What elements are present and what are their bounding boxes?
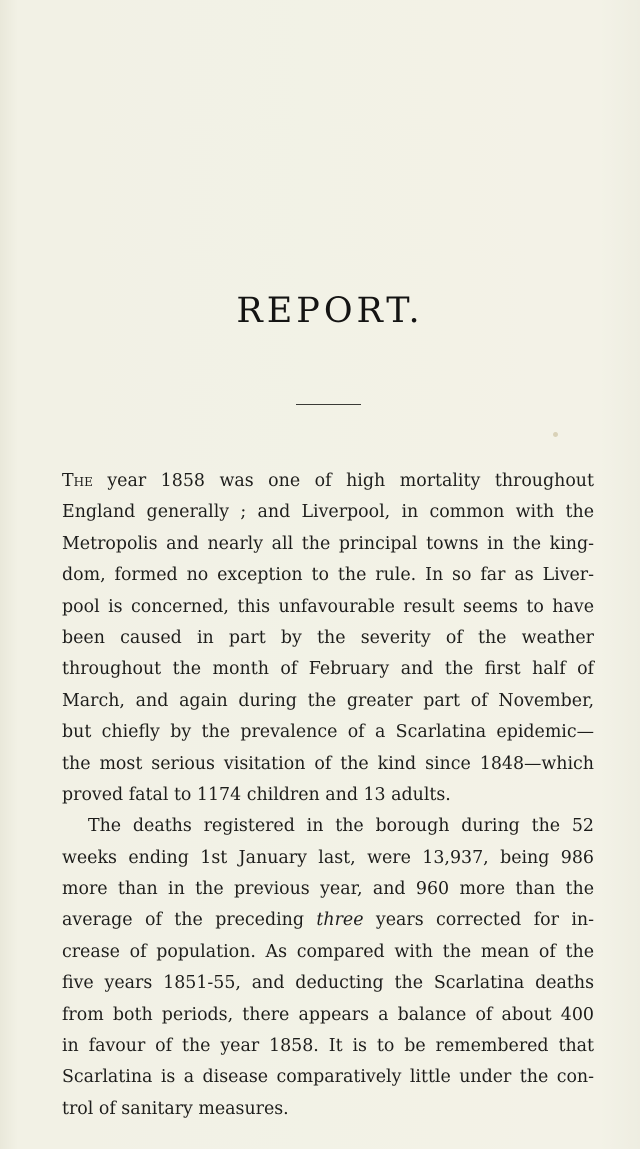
report-body <box>62 466 594 1125</box>
text-segment: years corrected for in- <box>363 910 594 931</box>
page-title: REPORT. <box>236 291 424 331</box>
text-line: dom, formed no exception to the rule. In so far as Liver- <box>62 565 594 586</box>
paragraph-2 <box>62 811 594 1125</box>
text-line: England generally ; and Liverpool, in common with the <box>62 502 594 523</box>
text-line: from both periods, there appears a balance of about 400 <box>62 1004 594 1025</box>
text-line <box>62 905 594 936</box>
italic-word: three <box>316 910 364 931</box>
text-line: in favour of the year 1858. It is to be remembered that <box>62 1036 594 1057</box>
text-line: pool is concerned, this unfavourable result seems to have <box>62 596 594 617</box>
text-line: the most serious visitation of the kind since 1848—which <box>62 753 594 774</box>
text-line: Metropolis and nearly all the principal towns in the king- <box>62 533 594 554</box>
text-line: crease of population. As compared with the mean of the <box>62 941 594 962</box>
text-segment: average of the preceding <box>62 910 317 931</box>
drop-word: The <box>62 471 93 491</box>
text-line: weeks ending 1st January last, were 13,937, being 986 <box>62 847 594 868</box>
text-line: more than in the previous year, and 960 more than the <box>62 879 594 900</box>
text-line: proved fatal to 1174 children and 13 adults. <box>62 784 451 805</box>
title-divider <box>296 404 361 405</box>
text-line: Scarlatina is a disease comparatively little under the con- <box>62 1067 594 1088</box>
text-line-rest: year 1858 was one of high mortality throughout <box>92 471 594 491</box>
text-line: throughout the month of February and the first half of <box>62 659 594 680</box>
text-line: but chiefly by the prevalence of a Scarlatina epidemic— <box>62 722 594 743</box>
text-line: been caused in part by the severity of the weather <box>62 627 594 648</box>
text-line: five years 1851-55, and deducting the Scarlatina deaths <box>62 973 594 994</box>
text-line: The deaths registered in the borough during the 52 <box>88 816 594 837</box>
text-line <box>62 466 594 497</box>
text-line: March, and again during the greater part of November, <box>62 690 594 711</box>
paragraph-1 <box>62 466 594 811</box>
text-line: trol of sanitary measures. <box>62 1098 289 1119</box>
paper-speck <box>553 432 558 437</box>
